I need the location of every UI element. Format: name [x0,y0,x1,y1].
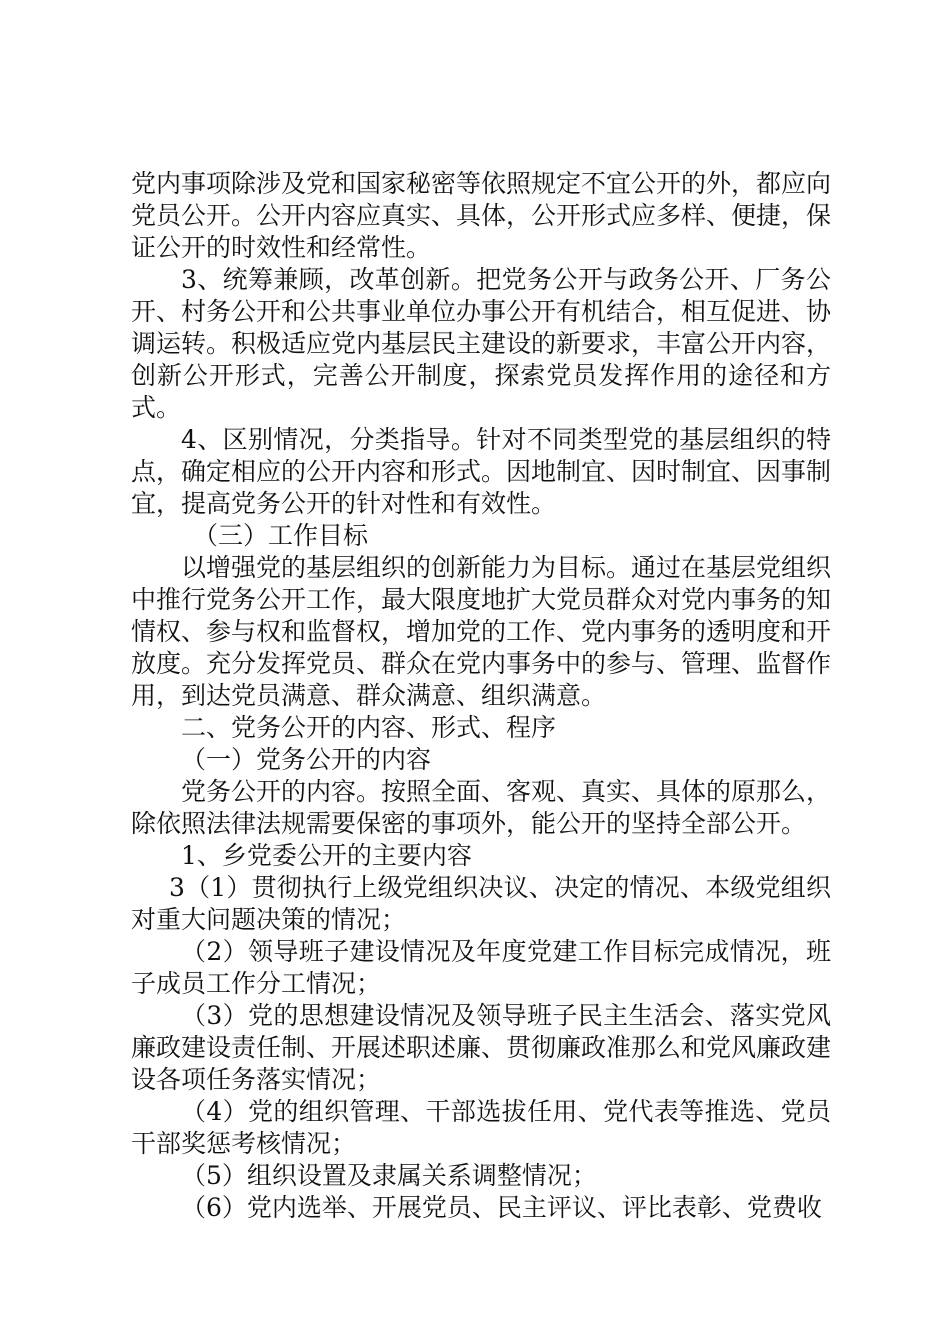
subsection-heading-content: （一）党务公开的内容 [181,745,432,774]
paragraph-1: 党内事项除涉及党和国家秘密等依照规定不宜公开的外，都应向党员公开。公开内容应真实、具体，公开形式应多样、便捷，保证公开的时效性和经常性。 [131,169,832,262]
list-item-5: （5）组织设置及隶属关系调整情况； [181,1161,597,1190]
list-item-4: （4）党的组织管理、干部选拔任用、党代表等推选、党员干部奖惩考核情况； [131,1097,831,1158]
paragraph-3: 4、区别情况，分类指导。针对不同类型党的基层组织的特点，确定相应的公开内容和形式。因地制宜、因时制宜、因事制宜，提高党务公开的针对性和有效性。 [131,425,832,518]
list-item-3: （3）党的思想建设情况及领导班子民主生活会、落实党风廉政建设责任制、开展述职述廉、贯彻廉政准那么和党风廉政建设各项任务落实情况； [131,1001,832,1094]
section-heading-content-form-procedure: 二、党务公开的内容、形式、程序 [181,713,557,742]
document-body [131,168,831,1224]
section-heading-work-goals: （三）工作目标 [193,521,369,550]
list-item-1: 3（1）贯彻执行上级党组织决议、决定的情况、本级党组织对重大问题决策的情况； [131,873,831,934]
paragraph-2: 3、统筹兼顾，改革创新。把党务公开与政务公开、厂务公开、村务公开和公共事业单位办事公开有机结合，相互促进、协调运转。积极适应党内基层民主建设的新要求，丰富公开内容，创新公开形式，完善公开制度，探索党员发挥作用的途径和方式。 [131,265,832,422]
paragraph-5: 以增强党的基层组织的创新能力为目标。通过在基层党组织中推行党务公开工作，最大限度地扩大党员群众对党内事务的知情权、参与权和监督权，增加党的工作、党内事务的透明度和开放度。充分发挥党员、群众在党内事务中的参与、管理、监督作用，到达党员满意、群众满意、组织满意。 [131,553,832,710]
paragraph-8: 党务公开的内容。按照全面、客观、真实、具体的原那么，除依照法律法规需要保密的事项外，能公开的坚持全部公开。 [131,777,832,838]
list-item-6: （6）党内选举、开展党员、民主评议、评比表彰、党费收 [181,1193,822,1222]
list-item-2: （2）领导班子建设情况及年度党建工作目标完成情况，班子成员工作分工情况； [131,937,831,998]
list-heading-township: 1、乡党委公开的主要内容 [181,841,472,870]
